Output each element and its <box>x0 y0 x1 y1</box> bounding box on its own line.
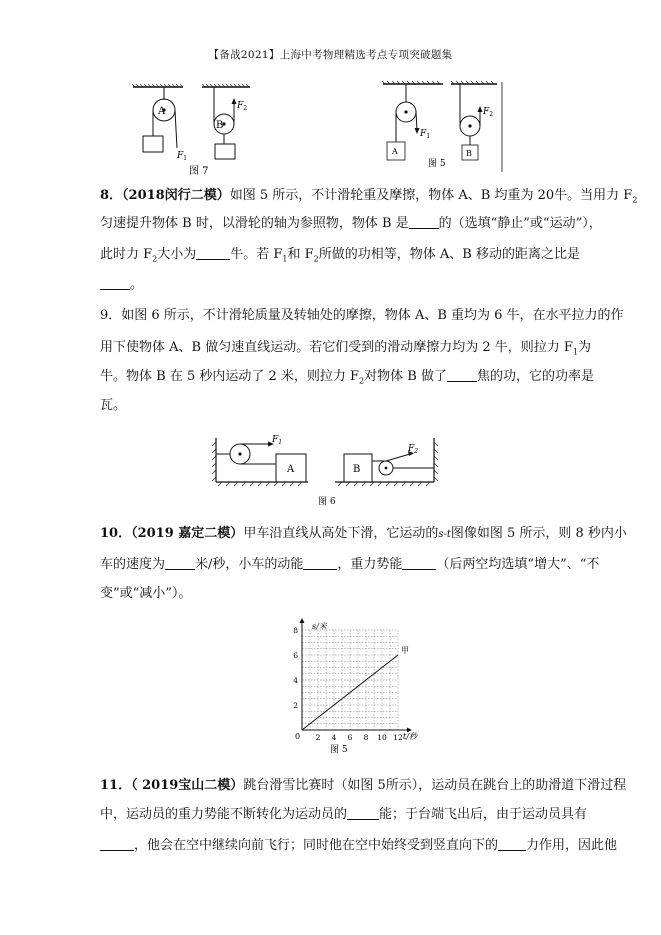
q8-blank-2[interactable] <box>196 246 230 260</box>
fig6-label-a: A <box>287 464 295 475</box>
q8-line-1: 8．（2018闵行二模）如图 5 所示，不计滑轮重及摩擦，物体 A、B 均重为 20牛。当用力 $F_2$ <box>100 188 638 205</box>
fig7-label-a: A <box>158 106 166 117</box>
q11-line-2: 中，运动员的重力势能不断转化为运动员的 能；于台端飞出后，由于运动员具有 <box>100 807 588 822</box>
chart-x-tick-label: 4 <box>331 733 337 742</box>
q8-line-3: 此时力 $F_2$大小为 牛。若 $F_1$和 $F_2$所做的功相等，物体 A、B 移动的距离之比是 <box>100 247 580 264</box>
fig7-f2: F <box>237 101 244 111</box>
q9-line-3: 牛。物体 B 在 5 秒内运动了 2 米，则拉力 $F_2$对物体 B 做了 焦的功，它的功率是 <box>100 369 594 386</box>
chart-x-tick-label: 10 <box>377 733 387 742</box>
q8-number: 8． <box>100 188 123 203</box>
chart-x-tick-label: 6 <box>347 733 353 742</box>
q10-number: 10． <box>100 526 132 541</box>
page-header: 【备战2021】上海中考物理精选考点专项突破题集 <box>208 49 453 61</box>
q9-blank-2[interactable] <box>447 368 477 382</box>
chart-y-axis-label: s/米 <box>312 622 327 631</box>
q8-source-tag: （2018闵行二模） <box>122 188 230 203</box>
chart-x-tick-label: 12 <box>393 733 403 742</box>
q8-blank-3[interactable] <box>100 276 130 290</box>
chart-y-axis-arrow <box>300 618 305 623</box>
svg-text:F1 <box>419 129 430 140</box>
fig5-pulley-f2-sub: 2 <box>489 111 494 118</box>
fig6-label-b: B <box>353 464 361 475</box>
chart-y-tick-label: 4 <box>293 676 298 685</box>
fig5-pulley-label-b: B <box>466 149 472 158</box>
q11-blank-3[interactable] <box>498 837 526 851</box>
q10-blank-2[interactable] <box>303 556 337 570</box>
fig6-f1: F <box>272 435 279 445</box>
fig5-pulley-f1-sub: 1 <box>426 133 431 140</box>
chart-x-axis-label: t/秒 <box>403 732 417 741</box>
st-chart <box>278 616 438 756</box>
figure-7 <box>125 84 265 176</box>
fig7-f1-sub: 1 <box>183 155 188 162</box>
fig7-f2-sub: 2 <box>243 105 248 112</box>
q10-blank-3[interactable] <box>402 556 436 570</box>
q11-line-1: 11．（ 2019宝山二模）跳台滑雪比赛时（如图 5所示），运动员在跳台上的助滑道下滑过程 <box>100 778 627 793</box>
q10-blank-1[interactable] <box>165 556 195 570</box>
fig7-caption: 图 7 <box>189 166 209 176</box>
q11-number: 11． <box>100 778 132 793</box>
chart-x-tick-label: 2 <box>315 733 321 742</box>
fig5-pulley-label-a: A <box>392 147 398 156</box>
chart-x-tick-label: 8 <box>363 733 369 742</box>
chart-origin-label: 0 <box>295 732 301 741</box>
q9-line-1: 9．如图 6 所示，不计滑轮质量及转轴处的摩擦，物体 A、B 重均为 6 牛，在水平拉力的作 <box>100 308 624 323</box>
chart-caption: 图 5 <box>330 745 348 755</box>
q11-blank-1[interactable] <box>347 806 379 820</box>
q11-line-3: ，他会在空中继续向前飞行；同时他在空中始终受到竖直向下的 力作用，因此他 <box>100 837 617 855</box>
q8-blank-1[interactable] <box>409 215 439 229</box>
q10-line-1: 10．（2019 嘉定二模）甲车沿直线从高处下滑，它运动的s-t图像如图 5 所示，则 8 秒内小 <box>100 526 627 541</box>
svg-text:F2 <box>407 444 418 455</box>
chart-y-tick-label: 2 <box>293 701 298 710</box>
figure-6 <box>210 434 440 508</box>
fig6-f2-sub: 2 <box>414 448 419 455</box>
q9-line-4: 瓦。 <box>100 398 127 413</box>
svg-text:F2 <box>236 101 247 112</box>
fig5-pulley-f2: F <box>483 107 490 117</box>
figure-5-pulleys <box>375 80 510 175</box>
svg-text:F2 <box>482 107 493 118</box>
fig6-f1-sub: 1 <box>278 439 283 446</box>
q10-line-2: 车的速度为 米/秒，小车的动能 ，重力势能 （后两空均选填“增大”、“不 <box>100 557 600 572</box>
q11-blank-2[interactable] <box>100 837 134 851</box>
fig7-f1: F <box>177 151 184 161</box>
q10-source-tag: （2019 嘉定二模） <box>131 526 244 541</box>
q10-line-3: 变”或“减小”）。 <box>100 586 192 601</box>
q8-line-4: 。 <box>100 276 143 294</box>
q11-source-tag: （ 2019宝山二模） <box>131 778 244 793</box>
svg-text:F1 <box>271 435 282 446</box>
chart-y-tick-label: 8 <box>293 626 298 635</box>
fig5-pulley-caption: 图 5 <box>428 159 446 169</box>
q8-line-2: 匀速提升物体 B 时，以滑轮的轴为参照物，物体 B 是 的（选填“静止”或“运动”）， <box>100 216 602 231</box>
q9-line-2: 用下使物体 A、B 做匀速直线运动。若它们受到的滑动摩擦力均为 2 牛，则拉力 $F_1$为 <box>100 340 592 357</box>
chart-y-tick-label: 6 <box>293 651 298 660</box>
fig6-caption: 图 6 <box>318 497 336 507</box>
svg-text:F1 <box>176 151 187 162</box>
chart-series-label: 甲 <box>401 646 409 655</box>
fig7-label-b: B <box>216 120 224 131</box>
fig6-f2: F <box>408 444 415 454</box>
fig5-pulley-f1: F <box>420 129 427 139</box>
